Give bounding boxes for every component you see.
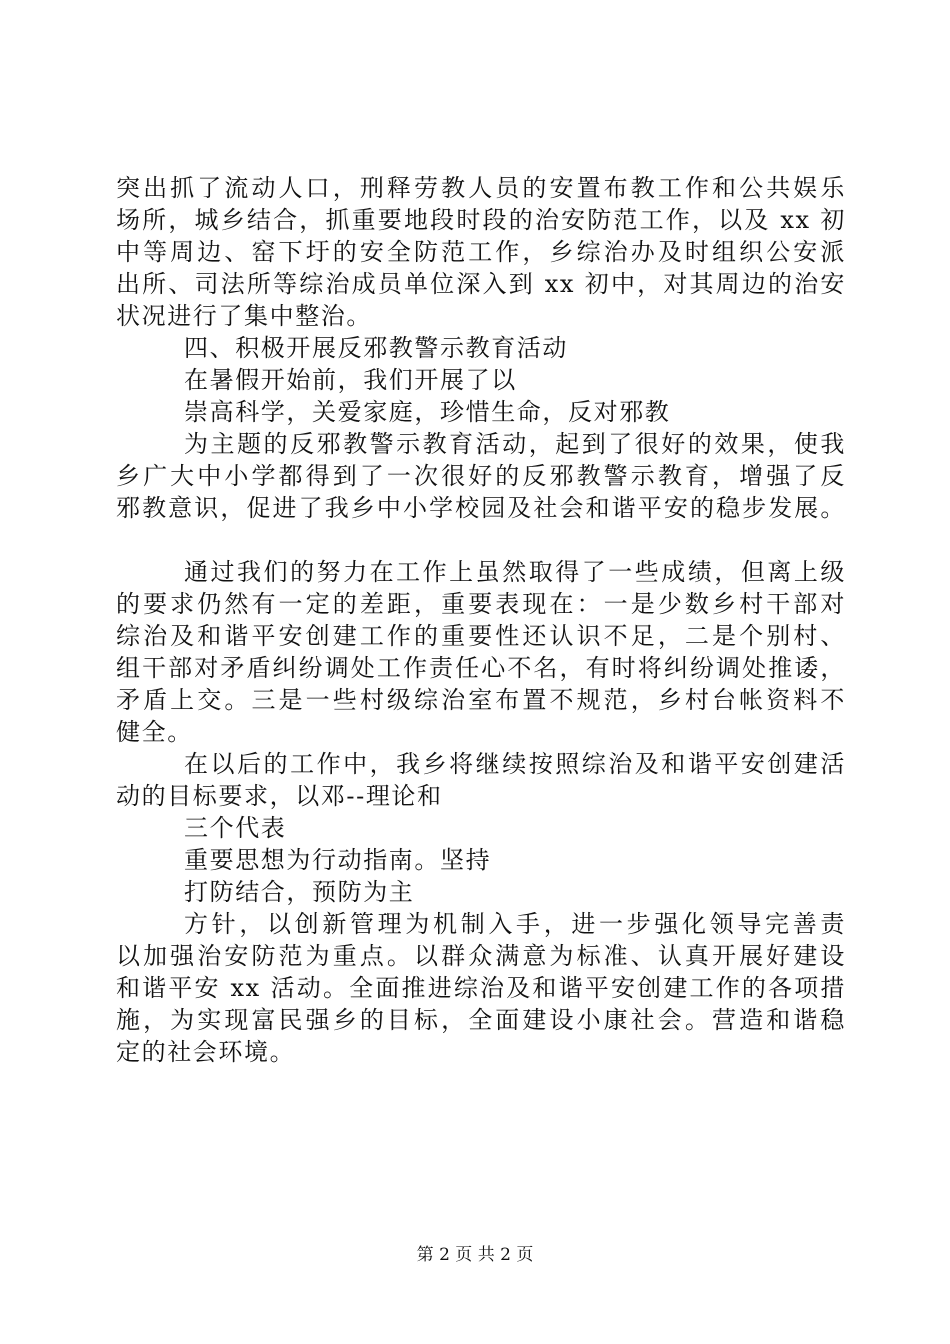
text-line: 动的目标要求，以邓--理论和 [116,782,443,810]
text-line: 综治及和谐平安创建工作的重要性还认识不足，二是个别村、 [116,622,846,650]
text-line: 崇高科学，关爱家庭，珍惜生命，反对邪教 [184,398,671,426]
text-line: 和谐平安 xx 活动。全面推进综治及和谐平安创建工作的各项措 [116,974,846,1002]
text-line: 突出抓了流动人口，刑释劳教人员的安置布教工作和公共娱乐 [116,174,846,202]
page-footer: 第 2 页 共 2 页 [416,1245,534,1265]
text-line: 四、积极开展反邪教警示教育活动 [184,334,568,362]
text-line: 通过我们的努力在工作上虽然取得了一些成绩，但离上级 [184,558,846,586]
text-line: 以加强治安防范为重点。以群众满意为标准、认真开展好建设 [116,942,846,970]
text-line: 方针，以创新管理为机制入手，进一步强化领导完善责 [184,910,846,938]
text-line: 打防结合，预防为主 [184,878,415,906]
text-line: 在以后的工作中，我乡将继续按照综治及和谐平安创建活 [184,750,846,778]
text-line: 重要思想为行动指南。坚持 [184,846,492,874]
text-line: 组干部对矛盾纠纷调处工作责任心不名，有时将纠纷调处推诿， [116,654,846,682]
text-line: 为主题的反邪教警示教育活动，起到了很好的效果，使我 [184,430,846,458]
text-line: 乡广大中小学都得到了一次很好的反邪教警示教育，增强了反 [116,462,846,490]
text-line: 施，为实现富民强乡的目标，全面建设小康社会。营造和谐稳 [116,1006,846,1034]
text-line: 定的社会环境。 [116,1038,296,1066]
text-line: 出所、司法所等综治成员单位深入到 xx 初中，对其周边的治安 [116,270,846,298]
text-line: 邪教意识，促进了我乡中小学校园及社会和谐平安的稳步发展。 [116,494,846,522]
paragraph-gap [116,524,846,556]
text-line: 三个代表 [184,814,287,842]
text-line: 健全。 [116,718,193,746]
text-line: 场所，城乡结合，抓重要地段时段的治安防范工作，以及 xx 初 [116,206,846,234]
text-line: 在暑假开始前，我们开展了以 [184,366,517,394]
text-line: 状况进行了集中整治。 [116,302,372,330]
text-line: 中等周边、窑下圩的安全防范工作，乡综治办及时组织公安派 [116,238,846,266]
text-line: 矛盾上交。三是一些村级综治室布置不规范，乡村台帐资料不 [116,686,846,714]
text-line: 的要求仍然有一定的差距，重要表现在：一是少数乡村干部对 [116,590,846,618]
document-body [116,172,846,1068]
